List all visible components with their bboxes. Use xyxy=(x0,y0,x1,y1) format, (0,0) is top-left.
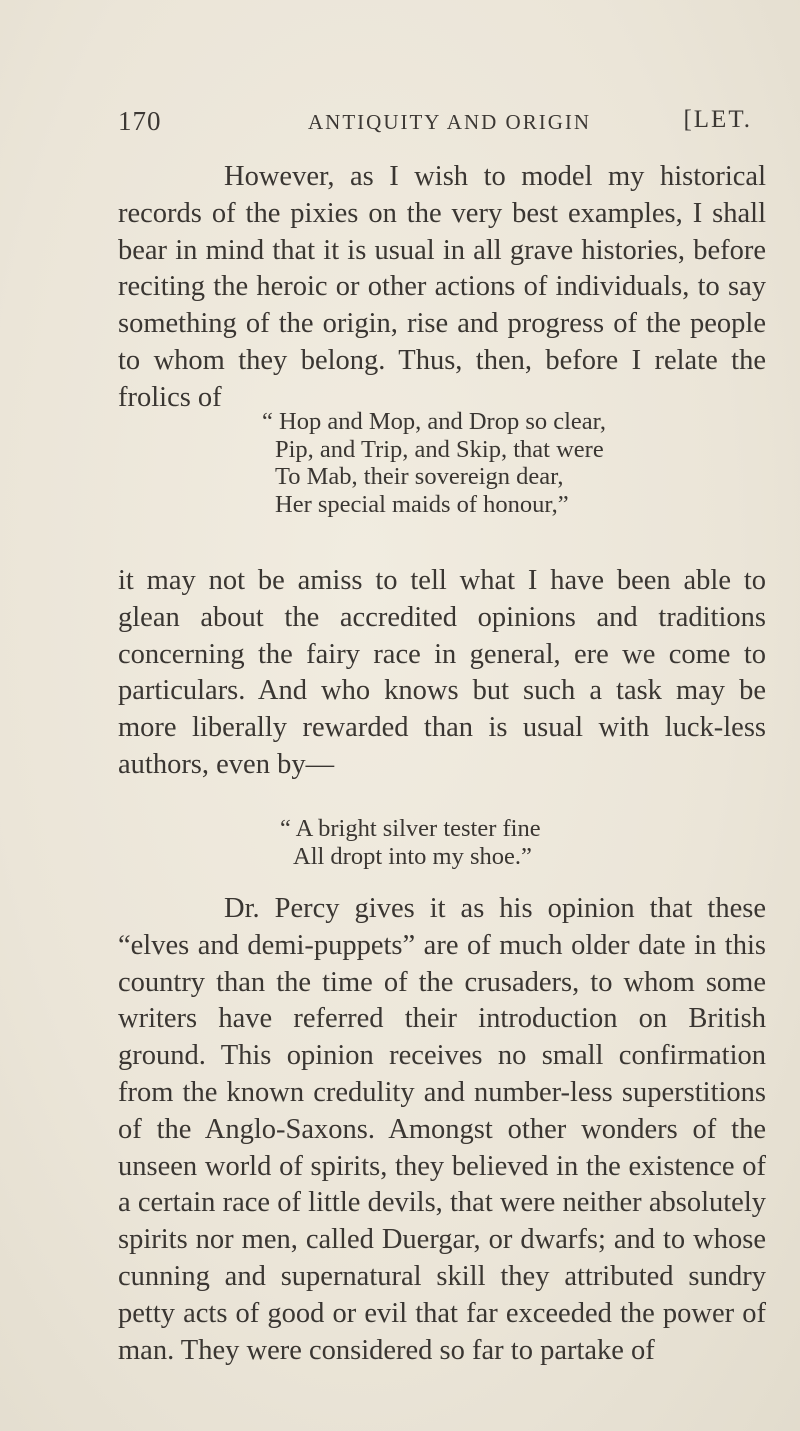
letter-tag: [LET. xyxy=(683,106,752,133)
verse-line: Her special maids of honour,” xyxy=(275,490,569,518)
verse-line: Pip, and Trip, and Skip, that were xyxy=(275,435,604,463)
verse-line: To Mab, their sovereign dear, xyxy=(275,463,564,490)
paragraph-2: it may not be amiss to tell what I have been able to glean about the accredited opinions and traditions concerning the fairy race in general, ere we come to particulars. And who knows but such a task may be more liberally rewarded than is usual with luck-less authors, even by— xyxy=(118,565,766,780)
running-title: ANTIQUITY AND ORIGIN xyxy=(308,110,592,134)
verse-line: “ A bright silver tester fine xyxy=(280,815,541,842)
page-number: 170 xyxy=(118,106,162,136)
page-header xyxy=(118,106,752,146)
verse-2 xyxy=(280,815,541,870)
verse-1 xyxy=(262,408,606,518)
verse-line: All dropt into my shoe.” xyxy=(293,842,532,870)
paragraph-3: Dr. Percy gives it as his opinion that these “elves and demi-puppets” are of much older date in this country than the time of the crusaders, to whom some writers have referred their introduction on British ground. This opinion receives no small confirmation from the known credulity and number-less superstitions of the Anglo-Saxons. Amongst other wonders of the unseen world of spirits, they believed in the existence of a certain race of little devils, that were neither absolutely spirits nor men, called Duergar, or dwarfs; and to whose cunning and supernatural skill they attributed sundry petty acts of good or evil that far exceeded the power of man. They were considered so far to partake of xyxy=(118,893,766,1366)
paragraph-1: However, as I wish to model my historical records of the pixies on the very best examples, I shall bear in mind that it is usual in all grave histories, before reciting the heroic or other actions of individuals, to say something of the origin, rise and progress of the people to whom they belong. Thus, then, before I relate the frolics of xyxy=(118,161,766,413)
verse-line: “ Hop and Mop, and Drop so clear, xyxy=(262,408,606,435)
